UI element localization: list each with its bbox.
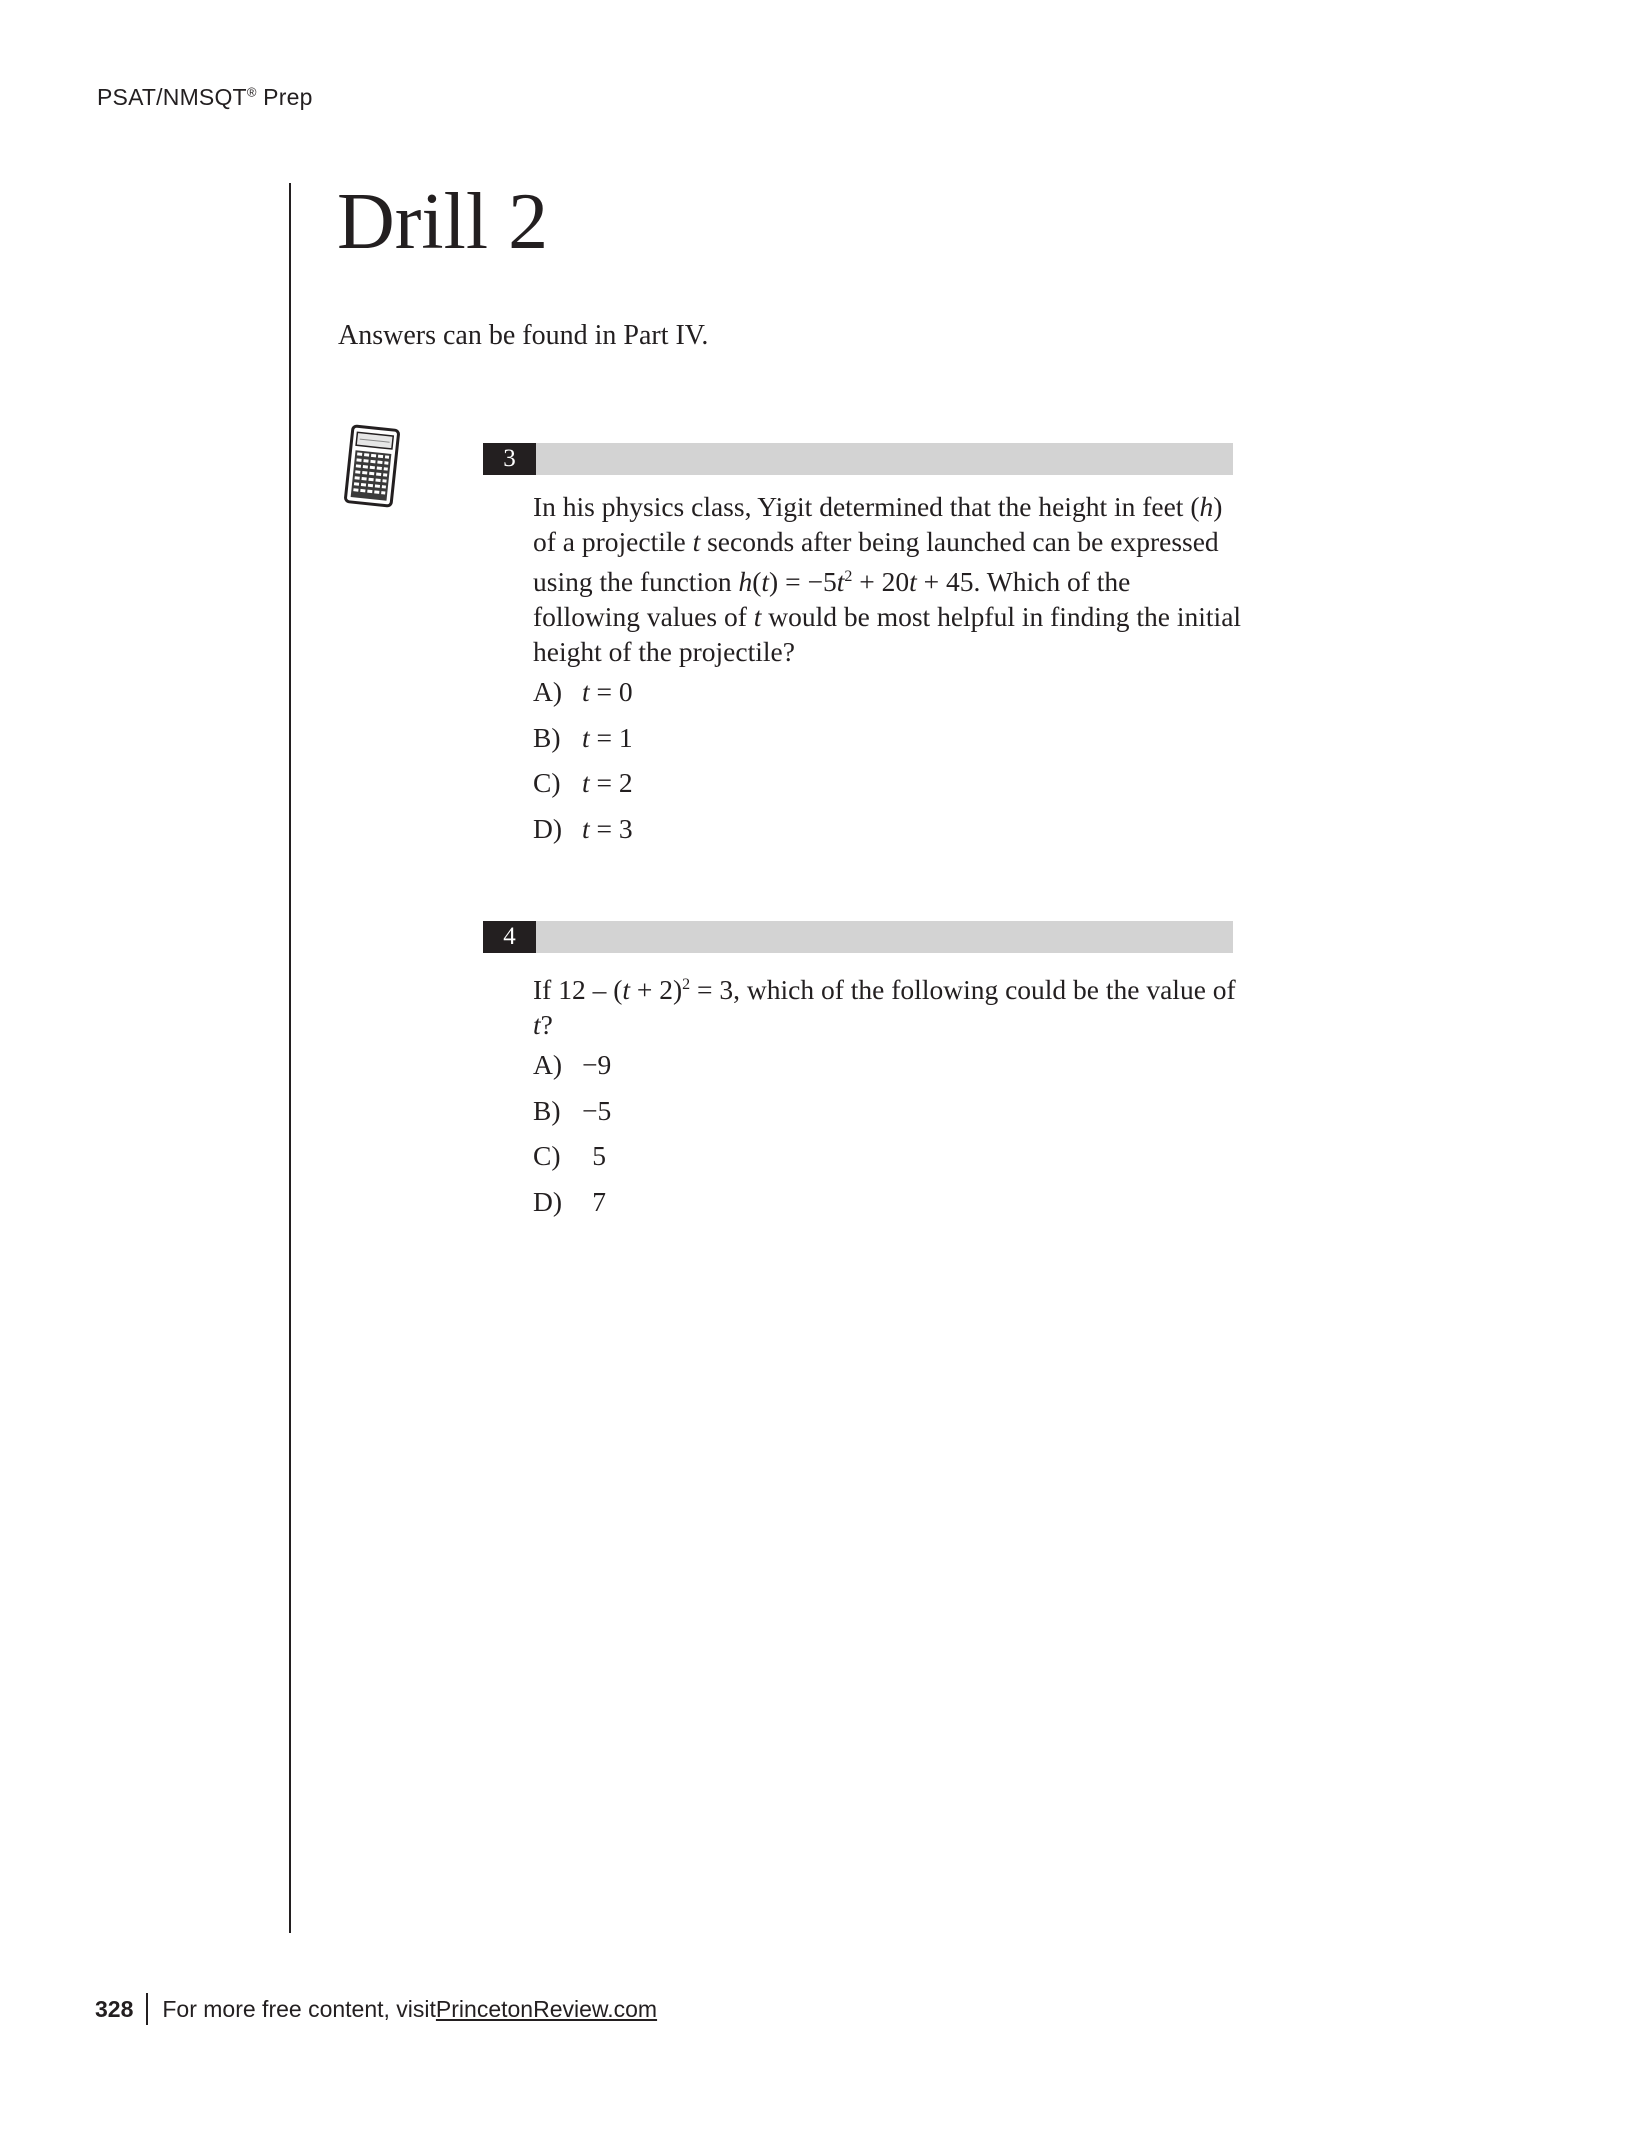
calculator-icon	[343, 424, 401, 508]
footer-divider	[146, 1993, 148, 2025]
question-3-stem: In his physics class, Yigit determined that the height in feet (h) of a projectile t seconds after being launched can be expressed using the function $h(t) = -5t^2 + 20t + 45$. Which of the following values of t would be most helpful in finding the initial height of the projectile?	[533, 491, 1242, 668]
answer-choice-c[interactable]: C) t = 2	[533, 767, 633, 798]
question-4-header-bar	[483, 921, 1233, 953]
answer-choice-a[interactable]: A) −9	[533, 1049, 612, 1080]
footer-text: For more free content, visit	[162, 1995, 436, 2022]
question-4-stem: If $12 - (t + 2)^2 = 3$, which of the following could be the value of t?	[533, 974, 1236, 1041]
answer-choice-c[interactable]: C) 5	[533, 1140, 606, 1171]
question-4-choices	[533, 1047, 622, 1229]
question-3-choices	[533, 674, 633, 856]
answer-choice-b[interactable]: B) t = 1	[533, 721, 633, 753]
running-head: PSAT/NMSQT® Prep	[97, 84, 313, 110]
answer-choice-b[interactable]: B) −5	[533, 1094, 612, 1126]
page-footer	[95, 1993, 657, 2025]
drill-subtitle: Answers can be found in Part IV.	[338, 320, 709, 351]
drill-title: Drill 2	[337, 178, 549, 266]
question-3-number: 3	[483, 443, 536, 475]
question-4-number: 4	[483, 921, 536, 953]
answer-choice-d[interactable]: D) t = 3	[533, 812, 633, 844]
registered-mark: ®	[246, 84, 257, 100]
answer-choice-a[interactable]: A) t = 0	[533, 676, 633, 707]
vertical-rule	[289, 183, 291, 1933]
question-3-header-bar	[483, 443, 1233, 475]
page-number: 328	[95, 1995, 134, 2022]
princeton-review-link[interactable]: PrincetonReview.com	[435, 1995, 658, 2022]
answer-choice-d[interactable]: D) 7	[533, 1185, 606, 1217]
